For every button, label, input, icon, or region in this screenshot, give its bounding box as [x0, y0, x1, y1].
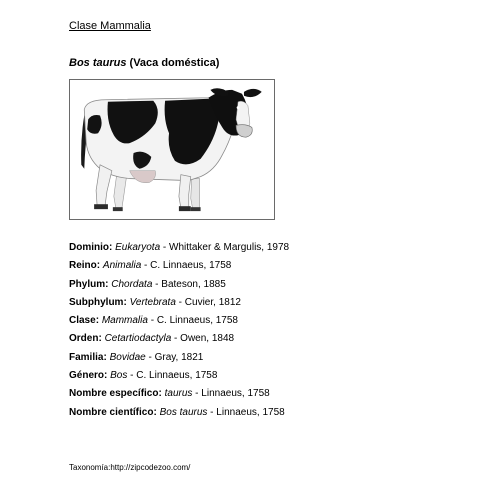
taxon-authority: - Whittaker & Margulis, 1978	[160, 242, 290, 253]
taxon-authority: - Owen, 1848	[171, 333, 235, 345]
holstein-cow-photo	[70, 80, 274, 219]
taxon-name: taurus	[164, 388, 193, 400]
taxonomy-source: Taxonomía:http://zipcodezoo.com/	[69, 463, 191, 472]
taxon-authority: - C. Linnaeus, 1758	[141, 260, 232, 272]
taxon-name: Mammalia	[101, 315, 148, 327]
taxon-rank-colon: :	[158, 388, 162, 400]
species-scientific-name: Bos taurus	[69, 57, 127, 69]
taxonomy-row	[69, 388, 289, 406]
class-heading: Clase Mammalia	[69, 20, 151, 32]
taxon-name: Vertebrata	[129, 296, 176, 308]
taxon-authority: - Linnaeus, 1758	[192, 388, 270, 400]
taxon-authority: - Cuvier, 1812	[175, 296, 241, 308]
cow-image	[69, 79, 275, 220]
taxon-name: Bos taurus	[159, 406, 208, 418]
taxon-rank-label: Subphylum	[69, 296, 124, 308]
taxon-rank-label: Dominio	[69, 242, 109, 253]
taxon-rank-colon: :	[123, 296, 127, 308]
species-title	[69, 57, 219, 69]
taxon-name: Cetartiodactyla	[104, 333, 172, 345]
taxon-rank-colon: :	[104, 370, 108, 382]
taxon-authority: - Gray, 1821	[145, 351, 204, 363]
taxonomy-row	[69, 370, 289, 388]
taxon-rank-label: Phylum	[69, 278, 106, 290]
taxon-authority: - C. Linnaeus, 1758	[127, 370, 218, 382]
taxon-name: Animalia	[102, 260, 142, 272]
taxon-rank-label: Género	[69, 370, 105, 382]
taxon-name: Eukaryota	[115, 242, 161, 253]
species-common-name: (Vaca doméstica)	[129, 57, 220, 69]
taxon-rank-colon: :	[109, 242, 113, 253]
taxon-rank-colon: :	[103, 351, 107, 363]
taxonomy-row	[69, 333, 289, 351]
taxon-rank-colon: :	[153, 406, 157, 418]
taxonomy-row	[69, 407, 289, 425]
taxon-rank-label: Clase	[69, 315, 96, 327]
taxonomy-row	[69, 297, 289, 315]
taxon-rank-colon: :	[95, 315, 100, 327]
taxonomy-row	[69, 352, 289, 370]
taxonomy-row	[69, 279, 289, 297]
taxon-rank-colon: :	[98, 333, 102, 345]
taxon-authority: - Bateson, 1885	[152, 278, 226, 290]
taxon-name: Bovidae	[109, 351, 146, 363]
taxonomy-row	[69, 260, 289, 278]
taxon-name: Bos	[110, 370, 128, 382]
taxon-rank-label: Familia	[69, 351, 104, 363]
taxon-rank-label: Nombre específico	[69, 388, 159, 400]
taxon-rank-label: Orden	[69, 333, 99, 345]
taxon-rank-colon: :	[105, 278, 109, 290]
taxonomy-row	[69, 242, 289, 260]
taxonomy-list	[69, 242, 289, 425]
taxon-rank-label: Nombre científico	[69, 406, 154, 418]
taxon-rank-colon: :	[96, 260, 101, 272]
taxon-authority: - Linnaeus, 1758	[207, 406, 285, 418]
taxon-authority: - C. Linnaeus, 1758	[147, 315, 238, 327]
taxonomy-row	[69, 315, 289, 333]
taxon-name: Chordata	[111, 278, 153, 290]
taxon-rank-label: Reino	[69, 260, 97, 272]
